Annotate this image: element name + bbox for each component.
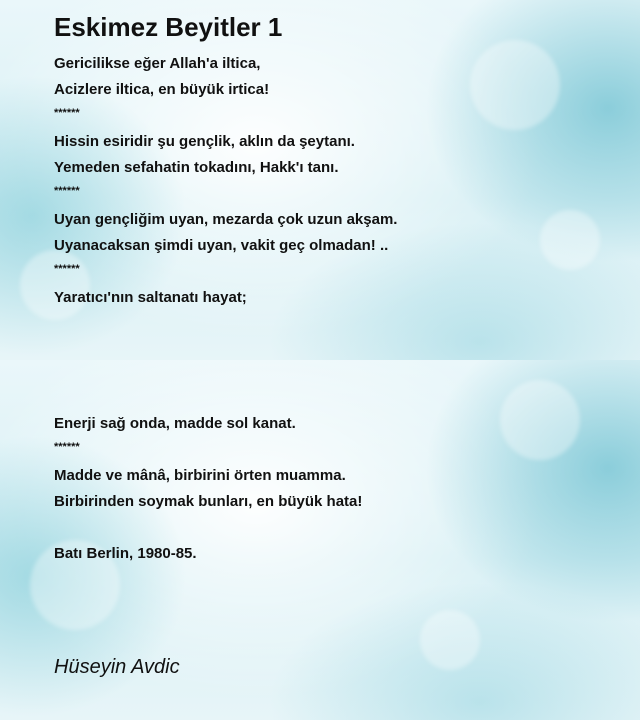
stanza-gap (54, 515, 362, 541)
verse-separator: ****** (54, 441, 80, 453)
poem-line: Hissin esiridir şu gençlik, aklın da şeytanı. (54, 133, 355, 150)
verse-separator: ****** (54, 185, 80, 197)
poem-body-part-1 (54, 51, 397, 311)
bokeh-light (540, 210, 600, 270)
poem-line: Yemeden sefahatin tokadını, Hakk'ı tanı. (54, 159, 339, 176)
poem-line: Birbirinden soymak bunları, en büyük hata! (54, 493, 363, 510)
poem-author: Hüseyin Avdic (54, 656, 180, 678)
bokeh-light (470, 40, 560, 130)
verse-separator: ****** (54, 107, 80, 119)
poem-line: Madde ve mânâ, birbirini örten muamma. (54, 467, 346, 484)
poem-line: Acizlere iltica, en büyük irtica! (54, 81, 270, 98)
poem-line: Enerji sağ onda, madde sol kanat. (54, 415, 296, 432)
poem-page-2 (0, 360, 640, 720)
poem-line: Yaratıcı'nın saltanatı hayat; (54, 289, 247, 306)
verse-separator: ****** (54, 263, 80, 275)
poem-place-date: Batı Berlin, 1980-85. (54, 545, 197, 562)
bokeh-light (420, 610, 480, 670)
poem-body-part-2 (54, 411, 362, 567)
poem-line: Uyan gençliğim uyan, mezarda çok uzun akşam. (54, 211, 398, 228)
poem-line: Gericilikse eğer Allah'a iltica, (54, 55, 261, 72)
poem-line: Uyanacaksan şimdi uyan, vakit geç olmadan! .. (54, 237, 389, 254)
bokeh-light (500, 380, 580, 460)
poem-title: Eskimez Beyitler 1 (54, 12, 283, 42)
